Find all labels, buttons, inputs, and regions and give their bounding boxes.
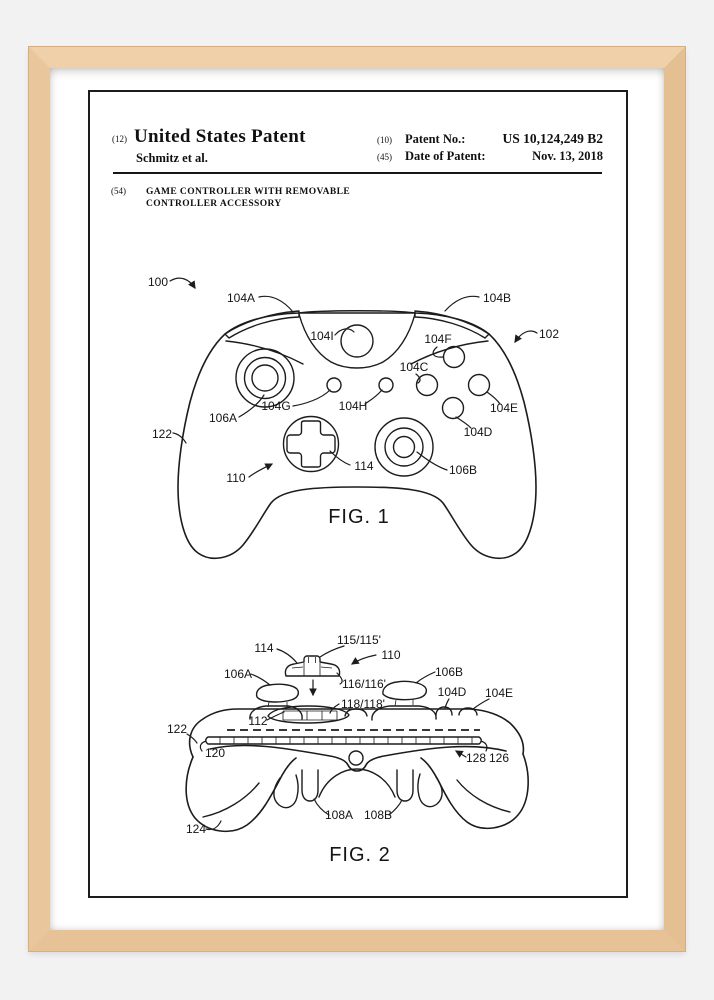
invention-title: [146, 186, 350, 210]
fig1-label-114: 114: [354, 459, 374, 473]
fig2-label-108B: 108B: [363, 808, 393, 822]
fig1-label-110: 110: [226, 471, 246, 485]
patent-meta: [377, 131, 603, 166]
accessory-rail-strip: [206, 737, 482, 744]
figure-2-drawing: [163, 628, 567, 878]
fig2-label-114: 114: [254, 641, 274, 655]
right-trigger: [397, 770, 413, 801]
home-button: [341, 325, 373, 357]
code-54: (54): [111, 186, 126, 196]
patent-date-row: [377, 149, 603, 164]
fig1-label-104I: 104I: [310, 329, 334, 343]
fig2-reference-numerals: [167, 633, 513, 836]
fig1-label-104C: 104C: [399, 360, 429, 374]
fig2-label-128: 128: [465, 751, 487, 765]
fig1-label-104G: 104G: [261, 399, 291, 413]
invention-title-line2: CONTROLLER ACCESSORY: [146, 199, 282, 209]
date-label: Date of Patent:: [405, 149, 486, 163]
page-title: United States Patent: [134, 126, 306, 147]
fig2-label-104E: 104E: [484, 686, 514, 700]
fig1-label-104H: 104H: [338, 399, 368, 413]
patent-number-row: [377, 131, 603, 147]
invention-title-block: [111, 186, 350, 210]
figure-1-drawing: [140, 262, 564, 574]
fig1-label-104D: 104D: [463, 425, 493, 439]
patent-no-value: US 10,124,249 B2: [502, 131, 603, 146]
fig1-reference-numerals: [148, 275, 559, 485]
fig1-label-104A: 104A: [226, 291, 256, 305]
fig2-label-112: 112: [248, 714, 268, 728]
fig1-label-104E: 104E: [489, 401, 519, 415]
patent-kind-line: [112, 126, 306, 148]
fig1-label-102: 102: [538, 327, 560, 341]
patent-no-label: Patent No.:: [405, 132, 466, 146]
fig2-label-122: 122: [166, 722, 188, 736]
center-screw: [349, 751, 363, 765]
fig2-label-108A: 108A: [324, 808, 354, 822]
fig2-caption: FIG. 2: [329, 844, 391, 866]
right-thumbstick: [375, 418, 433, 476]
date-value: Nov. 13, 2018: [532, 149, 603, 163]
left-trigger: [302, 770, 318, 801]
fig1-label-104F: 104F: [424, 332, 452, 346]
dpad: [284, 417, 339, 472]
fig2-label-104D: 104D: [437, 685, 467, 699]
header-divider: [113, 172, 602, 174]
code-12: (12): [112, 134, 127, 144]
fig2-label-106B: 106B: [434, 665, 464, 679]
code-10: (10): [377, 135, 392, 145]
fig2-label-126: 126: [488, 751, 510, 765]
fig1-label-106B: 106B: [448, 463, 478, 477]
left-bumper: [225, 311, 299, 338]
fig2-label-115: 115/115': [337, 633, 381, 647]
fig1-leader-lines: [170, 278, 537, 477]
invention-title-line1: GAME CONTROLLER WITH REMOVABLE: [146, 187, 351, 197]
code-45: (45): [377, 152, 392, 162]
fig2-label-106A: 106A: [223, 667, 253, 681]
fig2-label-110: 110: [381, 648, 401, 662]
fig1-label-104B: 104B: [482, 291, 512, 305]
fig2-label-120: 120: [204, 746, 226, 760]
face-buttons: [417, 347, 490, 419]
fig2-label-118: 118/118': [341, 697, 385, 711]
fig1-caption: FIG. 1: [328, 506, 390, 528]
menu-buttons: [327, 378, 393, 392]
fig1-label-106A: 106A: [208, 411, 238, 425]
inventor-name: Schmitz et al.: [136, 151, 208, 165]
fig2-label-116: 116/116': [342, 677, 386, 691]
controller-top-outline: [186, 709, 528, 831]
fig2-label-124: 124: [185, 822, 207, 836]
fig1-label-122: 122: [151, 427, 173, 441]
fig1-label-100: 100: [147, 275, 169, 289]
